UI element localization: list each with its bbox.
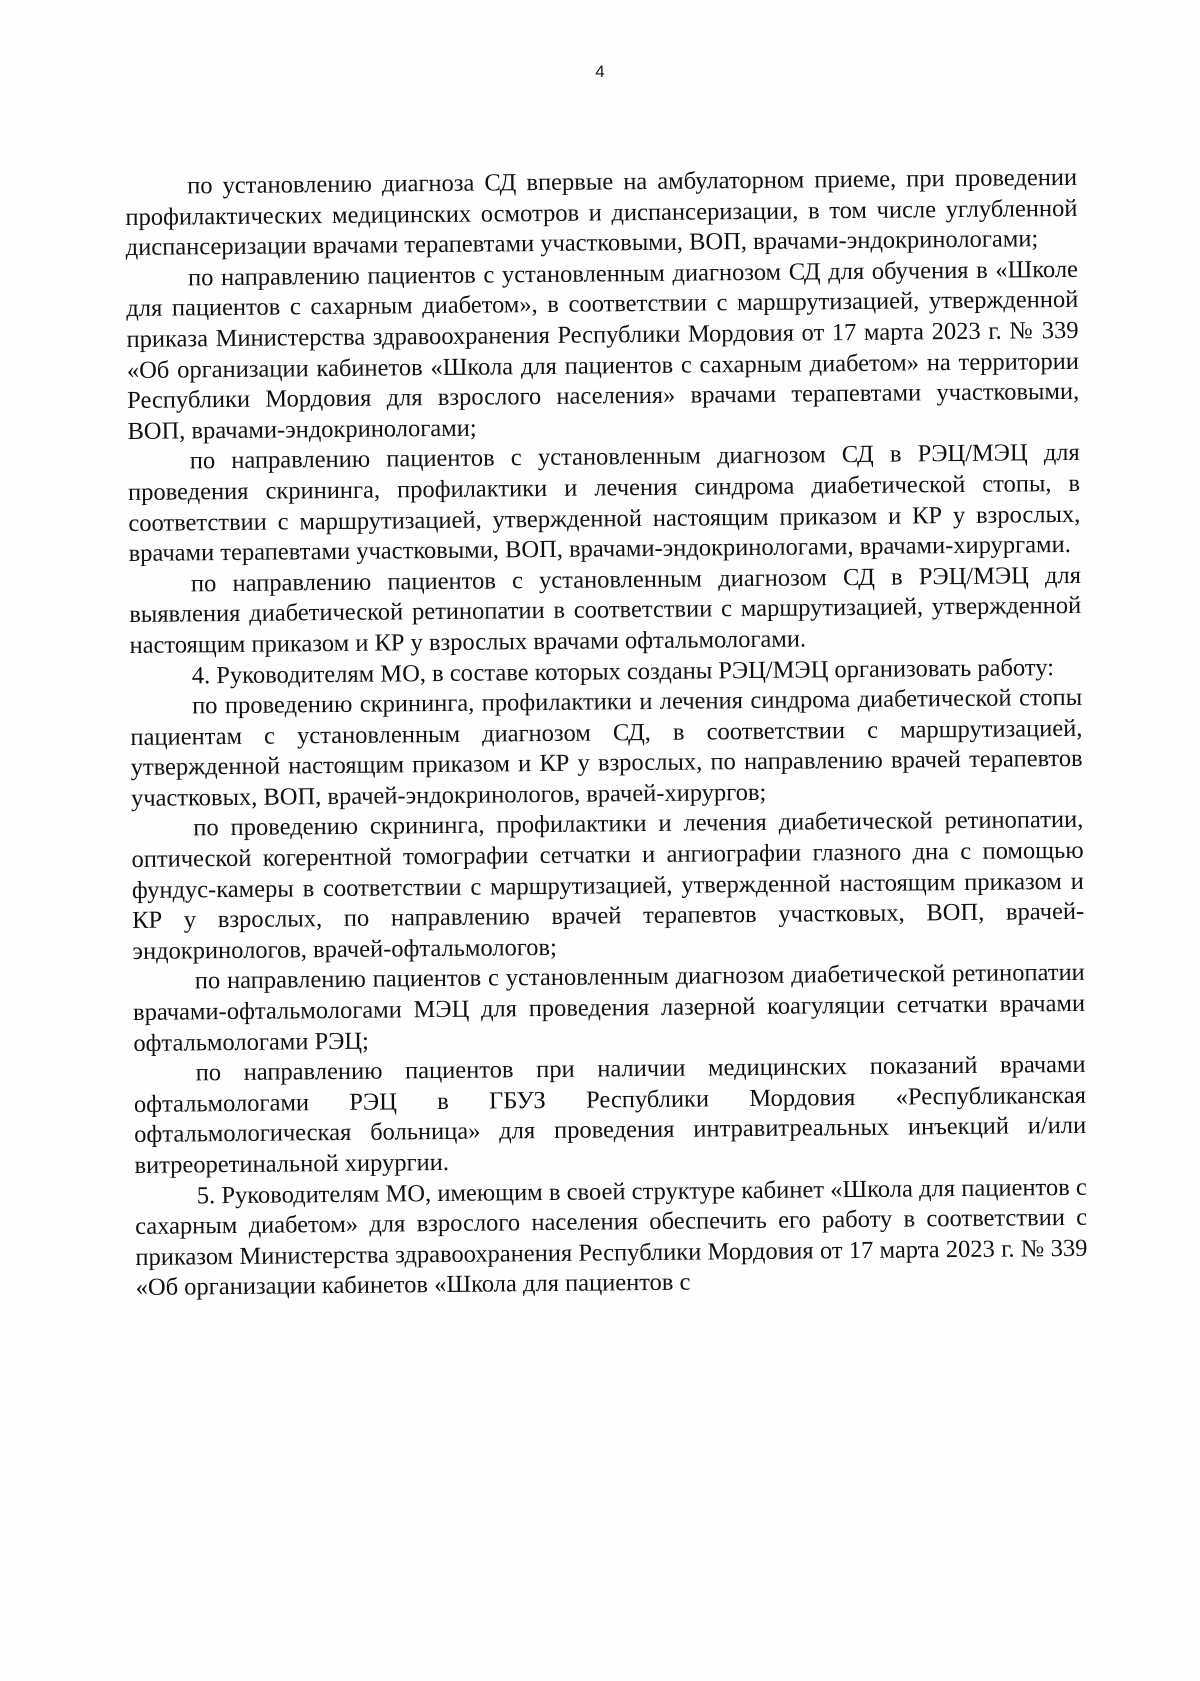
paragraph-diabetic-foot-referral: по направлению пациентов с установленным диагнозом СД в РЭЦ/МЭЦ для проведения скрининга, профилактики и лечения синдрома диабетической стопы, в соответствии с маршрутизацией, утвержденной настоящим приказом и КР у взрослых, врачами терапевтами участковыми, ВОП, врачами-эндокринологами, врачами-хирургами.: [127, 439, 1081, 568]
paragraph-school-referral: по направлению пациентов с установленным диагнозом СД для обучения в «Школе для пациентов с сахарным диабетом», в соответствии с маршрутизацией, утвержденной приказа Министерства здравоохранения Республики Мордовия от 17 марта 2023 г. № 339 «Об организации кабинетов «Школа для пациентов с сахарным диабетом» на территории Республики Мордовия для взрослого населения» врачами терапевтами участковыми, ВОП, врачами-эндокринологами;: [126, 255, 1080, 445]
paragraph-item-4: 4. Руководителям МО, в составе которых созданы РЭЦ/МЭЦ организовать работу:: [191, 653, 1055, 689]
document-body: [125, 163, 1088, 1304]
paragraph-retinopathy-screening: по проведению скрининга, профилактики и лечения диабетической ретинопатии, оптической когерентной томографии сетчатки и ангиографии глазного дна с помощью фундус-камеры в соответствии с маршрутизацией, утвержденной настоящим приказом и КР у взрослых, по направлению врачей терапевтов участковых, ВОП, врачей-эндокринологов, врачей-офтальмологов;: [131, 806, 1085, 965]
paragraph-intravitreal-referral: по направлению пациентов при наличии медицинских показаний врачами офтальмологами РЭЦ в ГБУЗ Республики Мордовия «Республиканская офтальмологическая больница» для проведения интравитреальных инъекций и/или витреоретинальной хирургии.: [133, 1051, 1087, 1179]
paragraph-item-5: 5. Руководителям МО, имеющим в своей структуре кабинет «Школа для пациентов с сахарным диабетом» для взрослого населения обеспечить его работу в соответствии с приказом Министерства здравоохранения Республики Мордовия от 17 марта 2023 г. № 339 «Об организации кабинетов «Школа для пациентов с: [134, 1173, 1088, 1302]
paragraph-retinopathy-referral: по направлению пациентов с установленным диагнозом СД в РЭЦ/МЭЦ для выявления диабетической ретинопатии в соответствии с маршрутизацией, утвержденной настоящим приказом и КР у взрослых врачами офтальмологами.: [129, 561, 1082, 659]
paragraph-diagnosis-establishment: по установлению диагноза СД впервые на амбулаторном приеме, при проведении профилактических медицинских осмотров и диспансеризации, в том числе углубленной диспансеризации врачами терапевтами участковыми, ВОП, врачами-эндокринологами;: [125, 163, 1078, 262]
paragraph-diabetic-foot-screening: по проведению скрининга, профилактики и лечения синдрома диабетической стопы пациентам с установленным диагнозом СД, в соответствии с маршрутизацией, утвержденной настоящим приказом и КР у взрослых, по направлению врачей терапевтов участковых, ВОП, врачей-эндокринологов, врачей-хирургов;: [130, 683, 1083, 812]
paragraph-laser-coagulation: по направлению пациентов с установленным диагнозом диабетической ретинопатии врачами-офтальмологами МЭЦ для проведения лазерной коагуляции сетчатки врачами офтальмологами РЭЦ;: [132, 959, 1086, 1057]
page-number: 4: [595, 62, 605, 81]
